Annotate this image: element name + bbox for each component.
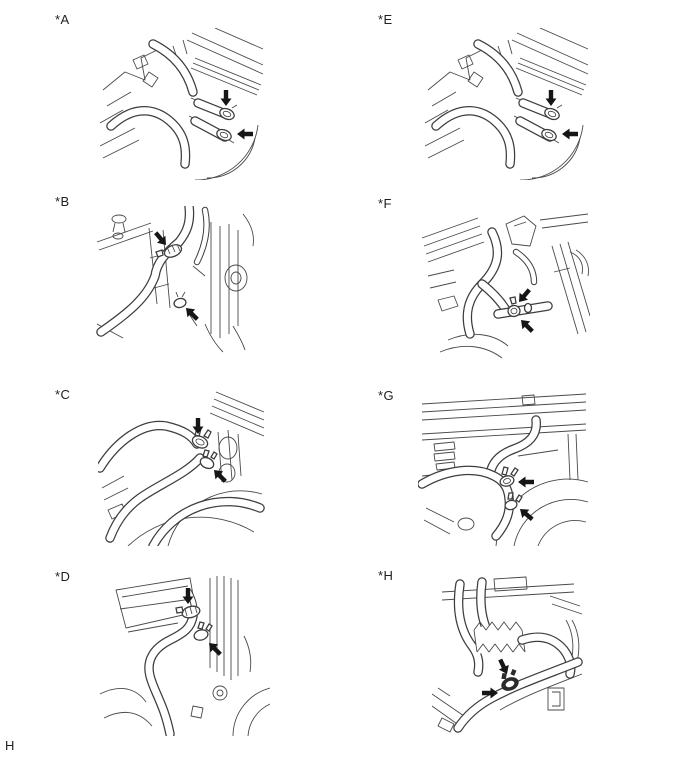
figure-b-illustration (93, 206, 263, 358)
page-footer-letter: H (5, 738, 15, 753)
figure-d-label: *D (55, 569, 71, 584)
clamp-arrow-icon (517, 316, 536, 335)
figure-g-illustration (418, 388, 590, 546)
engine-line-art (100, 576, 270, 736)
engine-line-art (422, 214, 590, 358)
figure-f-label: *F (378, 196, 392, 211)
figure-c-illustration (98, 390, 266, 546)
figure-h-label: *H (378, 568, 394, 583)
figure-a-illustration (95, 28, 265, 180)
clamp-arrow-icon (193, 418, 204, 434)
figure-b-label: *B (55, 194, 70, 209)
figure-g-label: *G (378, 388, 394, 403)
hose-clamp (193, 622, 212, 642)
clamp-arrow-icon (515, 286, 534, 305)
hose-clamp (173, 292, 187, 309)
hose-clamp (199, 450, 217, 471)
clamp-arrow-icon (518, 477, 534, 488)
figure-a-label: *A (55, 12, 70, 27)
corrugated-duct (474, 620, 526, 654)
figure-e-illustration (420, 28, 590, 180)
clamp-arrow-icon (205, 639, 224, 658)
figure-e-label: *E (378, 12, 393, 27)
figure-h-illustration (430, 576, 586, 738)
figure-d-illustration (98, 576, 270, 736)
engine-line-art (97, 214, 254, 352)
clamp-arrow-icon (152, 229, 171, 248)
figure-c-label: *C (55, 387, 71, 402)
figure-f-illustration (420, 212, 590, 362)
clamp-arrow-icon (182, 304, 201, 323)
